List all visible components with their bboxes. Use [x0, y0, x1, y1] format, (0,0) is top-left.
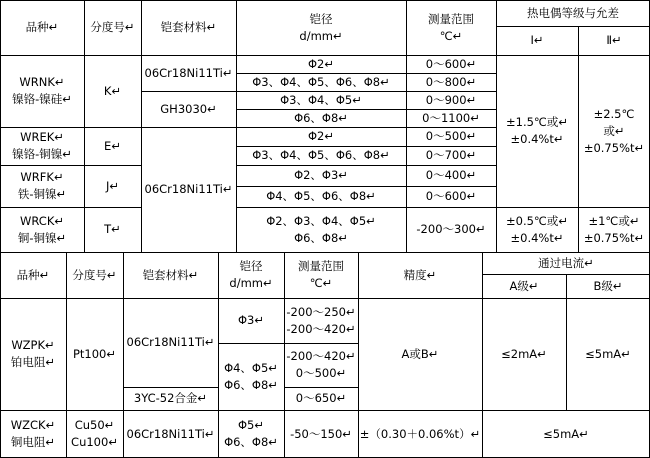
header-range — [406, 0, 496, 55]
variety-wrck — [0, 207, 84, 252]
range-line: -200～420↵ — [286, 349, 356, 363]
grid-line — [406, 73, 496, 74]
variety-material: 铜-铜镍↵ — [17, 230, 67, 245]
grid-line — [236, 146, 496, 147]
variety-material: 铁-铜镍↵ — [17, 187, 67, 201]
current-cell: ≤5mA↵ — [543, 426, 589, 441]
range-cell: 0～1100↵ — [422, 110, 480, 125]
grid-line — [236, 207, 650, 208]
header-tolerance-group: 热电偶等级与允差 — [527, 5, 619, 20]
range-cell: -200～300↵ — [416, 222, 486, 236]
header-class-a: A级↵ — [509, 278, 539, 293]
header-class-b: B级↵ — [593, 278, 623, 293]
diameter-line: Φ6、Φ8↵ — [224, 435, 278, 449]
diameter-line: Φ6、Φ8↵ — [224, 377, 278, 392]
accuracy-cell: A或B↵ — [401, 346, 439, 361]
graduation-k: K↵ — [103, 83, 122, 98]
variety-material: 铜电阻↵ — [10, 435, 56, 449]
material-cell: 06Cr18Ni11Ti↵ — [126, 426, 215, 441]
graduation-j: J↵ — [105, 178, 120, 193]
diameter-line: Φ2、Φ3、Φ4、Φ5↵ — [266, 213, 376, 228]
grid-line — [123, 252, 124, 458]
variety-material: 镍铬-铜镍↵ — [12, 147, 72, 161]
range-cell — [284, 298, 358, 343]
diameter-cell: Φ4、Φ5、Φ6、Φ8↵ — [266, 189, 376, 203]
graduation-cu — [66, 410, 123, 458]
header-graduation: 分度号↵ — [90, 20, 135, 34]
diameter-line: Φ6、Φ8↵ — [294, 230, 348, 245]
tolerance-line: ±0.5℃或↵ — [506, 213, 568, 228]
grid-line — [141, 91, 496, 92]
header-sheath-material: 铠套材料↵ — [142, 267, 199, 282]
current-class-a: ≤2mA↵ — [501, 346, 547, 361]
grid-line — [482, 252, 483, 458]
header-diameter-label: 铠径 — [239, 259, 263, 273]
header-range-unit: ℃↵ — [439, 28, 463, 43]
graduation-line: Cu100↵ — [71, 435, 118, 449]
tolerance-class-1-a — [496, 55, 578, 207]
grid-line — [84, 0, 85, 252]
graduation-t: T↵ — [104, 222, 121, 236]
diameter-cell: Φ3、Φ4、Φ5、Φ6、Φ8↵ — [252, 148, 390, 162]
range-cell: 0～500↵ — [425, 129, 477, 143]
diameter-cell: Φ3、Φ4、Φ5、Φ6、Φ8↵ — [252, 74, 390, 89]
header-diameter — [218, 252, 284, 298]
variety-code: WZCK↵ — [10, 418, 56, 432]
range-cell: 0～700↵ — [425, 148, 477, 162]
diameter-cell: Φ2↵ — [307, 56, 334, 71]
tolerance-line: ±0.4%t↵ — [510, 132, 564, 146]
grid-line — [496, 0, 497, 252]
tolerance-class-1-b — [496, 207, 578, 252]
diameter-cell — [218, 343, 284, 410]
grid-line — [0, 55, 650, 56]
header-range — [284, 252, 358, 298]
range-cell: 0～900↵ — [425, 92, 477, 107]
current-class-b: ≤5mA↵ — [585, 346, 631, 361]
grid-line — [218, 252, 219, 458]
grid-line — [0, 127, 496, 128]
range-line: -200～420↵ — [286, 321, 356, 336]
grid-line — [284, 387, 358, 388]
variety-material: 镍铬-镍硅↵ — [12, 92, 72, 106]
grid-line — [358, 252, 359, 458]
grid-line — [218, 343, 358, 344]
range-cell: 0～800↵ — [425, 74, 477, 89]
diameter-cell: Φ2、Φ3↵ — [294, 168, 348, 182]
grid-line — [496, 26, 650, 27]
diameter-line: Φ4、Φ5↵ — [224, 360, 278, 375]
diameter-cell: Φ6、Φ8↵ — [294, 110, 348, 125]
header-diameter-unit: d/mm↵ — [229, 276, 273, 290]
header-accuracy: 精度↵ — [403, 267, 437, 282]
variety-wzck — [0, 410, 66, 458]
range-cell: 0～400↵ — [425, 168, 477, 182]
header-graduation: 分度号↵ — [72, 267, 117, 282]
tolerance-class-2-b — [578, 207, 650, 252]
variety-code: WZPK↵ — [11, 338, 55, 352]
grid-line — [0, 298, 650, 299]
grid-line — [0, 252, 650, 253]
material-cell: 06Cr18Ni11Ti↵ — [144, 182, 233, 196]
header-sheath-material: 铠套材料↵ — [160, 20, 217, 34]
tolerance-line: ±0.75%t↵ — [583, 230, 645, 245]
tolerance-class-2-a — [578, 55, 650, 207]
header-range-unit: ℃↵ — [309, 276, 333, 290]
grid-line — [236, 109, 496, 110]
header-range-label: 测量范围 — [298, 259, 344, 273]
diameter-cell: Φ3、Φ4、Φ5↵ — [280, 92, 362, 107]
header-variety: 品种↵ — [25, 20, 59, 34]
material-cell: 3YC-52合金↵ — [133, 391, 208, 405]
header-variety: 品种↵ — [16, 267, 50, 282]
graduation-pt100: Pt100↵ — [72, 346, 117, 361]
tolerance-line: ±1℃或↵ — [588, 213, 640, 228]
tolerance-line: ±0.4%t↵ — [510, 230, 564, 245]
grid-line — [0, 207, 141, 208]
range-cell: 0～600↵ — [425, 56, 477, 71]
grid-line — [236, 186, 496, 187]
variety-code: WRCK↵ — [20, 213, 64, 228]
grid-line — [236, 73, 406, 74]
grid-line — [0, 410, 650, 411]
variety-code: WRFK↵ — [20, 170, 64, 184]
grid-line — [123, 387, 218, 388]
variety-wrnk — [0, 55, 84, 127]
diameter-cell — [218, 410, 284, 458]
grid-line — [284, 252, 285, 458]
variety-material: 铂电阻↵ — [10, 355, 56, 369]
diameter-cell: Φ3↵ — [237, 313, 264, 327]
header-diameter-label: 铠径 — [309, 11, 333, 26]
range-cell: 0～600↵ — [425, 189, 477, 203]
variety-wzpk — [0, 298, 66, 410]
grid-line — [236, 0, 237, 252]
accuracy-cell: ±（0.30＋0.06%t）↵ — [359, 426, 481, 441]
diameter-cell — [236, 207, 406, 252]
tolerance-line: ±2.5℃ — [593, 106, 635, 121]
material-cell: 06Cr18Ni11Ti↵ — [126, 335, 215, 349]
header-class-1: Ⅰ↵ — [530, 33, 544, 47]
grid-line — [406, 0, 407, 252]
grid-line — [566, 274, 567, 410]
tolerance-line: ±1.5℃或↵ — [506, 115, 568, 129]
material-cell: 06Cr18Ni11Ti↵ — [144, 65, 233, 80]
range-line: 0～500↵ — [295, 366, 347, 380]
material-cell: GH3030↵ — [160, 101, 217, 116]
graduation-line: Cu50↵ — [74, 418, 115, 432]
range-cell: 0～650↵ — [295, 391, 347, 405]
grid-line — [236, 165, 496, 166]
graduation-e: E↵ — [104, 138, 121, 153]
grid-line — [141, 0, 142, 252]
variety-wrfk — [0, 165, 84, 207]
range-cell: -50～150↵ — [290, 426, 352, 441]
variety-wrek — [0, 127, 84, 165]
header-diameter-unit: d/mm↵ — [299, 28, 343, 43]
header-range-label: 测量范围 — [428, 11, 474, 26]
header-diameter — [236, 0, 406, 55]
range-cell — [284, 343, 358, 387]
grid-line — [0, 165, 141, 166]
header-class-2: Ⅱ↵ — [606, 33, 622, 47]
variety-code: WRNK↵ — [19, 75, 65, 89]
diameter-cell: Φ2↵ — [307, 129, 334, 143]
grid-line — [66, 252, 67, 458]
diameter-line: Φ5↵ — [237, 418, 264, 432]
variety-code: WREK↵ — [20, 130, 64, 144]
range-line: -200～250↵ — [286, 304, 356, 319]
tolerance-line: ±0.75%t↵ — [583, 140, 645, 155]
grid-line — [578, 26, 579, 252]
header-current: 通过电流↵ — [538, 255, 594, 270]
tolerance-line: 或↵ — [603, 123, 625, 138]
